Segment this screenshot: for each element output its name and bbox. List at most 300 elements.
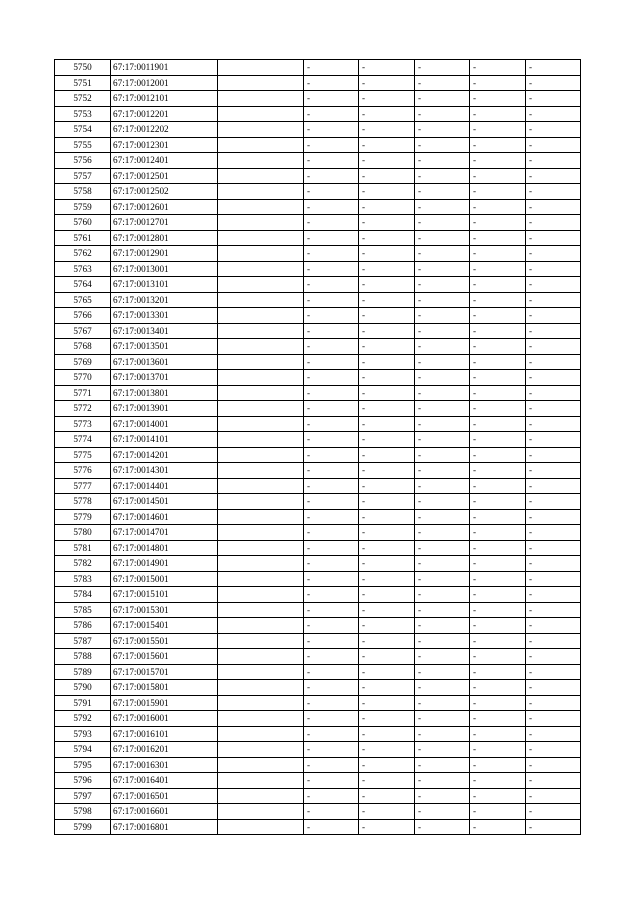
value-cell-1: -: [304, 664, 359, 680]
table-row: [55, 106, 581, 122]
row-number-cell: 5759: [55, 199, 111, 215]
value-cell-3: -: [415, 525, 470, 541]
value-cell-3: -: [415, 509, 470, 525]
table-row: [55, 680, 581, 696]
value-cell-1: -: [304, 773, 359, 789]
table-row: [55, 199, 581, 215]
row-number-cell: 5796: [55, 773, 111, 789]
value-cell-1: -: [304, 726, 359, 742]
value-cell-2: -: [359, 773, 415, 789]
value-cell-3: -: [415, 277, 470, 293]
row-number-cell: 5781: [55, 540, 111, 556]
value-cell-4: -: [470, 447, 526, 463]
table-row: [55, 509, 581, 525]
name-cell: [218, 711, 304, 727]
value-cell-3: -: [415, 757, 470, 773]
row-number-cell: 5760: [55, 215, 111, 231]
value-cell-1: -: [304, 478, 359, 494]
name-cell: [218, 385, 304, 401]
name-cell: [218, 261, 304, 277]
value-cell-5: -: [526, 649, 581, 665]
row-number-cell: 5780: [55, 525, 111, 541]
name-cell: [218, 416, 304, 432]
value-cell-3: -: [415, 478, 470, 494]
value-cell-1: -: [304, 540, 359, 556]
table-row: [55, 757, 581, 773]
cadastral-number-cell: 67:17:0013001: [111, 261, 218, 277]
value-cell-3: -: [415, 726, 470, 742]
value-cell-1: -: [304, 447, 359, 463]
value-cell-1: -: [304, 416, 359, 432]
row-number-cell: 5788: [55, 649, 111, 665]
row-number-cell: 5770: [55, 370, 111, 386]
name-cell: [218, 199, 304, 215]
data-table: [54, 59, 581, 835]
name-cell: [218, 804, 304, 820]
table-row: [55, 401, 581, 417]
row-number-cell: 5776: [55, 463, 111, 479]
value-cell-5: -: [526, 385, 581, 401]
name-cell: [218, 215, 304, 231]
cadastral-number-cell: 67:17:0012101: [111, 91, 218, 107]
value-cell-5: -: [526, 354, 581, 370]
value-cell-1: -: [304, 60, 359, 76]
value-cell-3: -: [415, 60, 470, 76]
table-row: [55, 618, 581, 634]
value-cell-2: -: [359, 370, 415, 386]
value-cell-3: -: [415, 602, 470, 618]
cadastral-number-cell: 67:17:0016301: [111, 757, 218, 773]
value-cell-5: -: [526, 447, 581, 463]
cadastral-number-cell: 67:17:0012501: [111, 168, 218, 184]
value-cell-1: -: [304, 277, 359, 293]
value-cell-1: -: [304, 804, 359, 820]
table-row: [55, 168, 581, 184]
value-cell-5: -: [526, 633, 581, 649]
value-cell-4: -: [470, 649, 526, 665]
cadastral-number-cell: 67:17:0014601: [111, 509, 218, 525]
cadastral-number-cell: 67:17:0013101: [111, 277, 218, 293]
value-cell-3: -: [415, 463, 470, 479]
name-cell: [218, 540, 304, 556]
value-cell-2: -: [359, 695, 415, 711]
value-cell-5: -: [526, 494, 581, 510]
name-cell: [218, 509, 304, 525]
value-cell-3: -: [415, 664, 470, 680]
value-cell-3: -: [415, 571, 470, 587]
value-cell-2: -: [359, 91, 415, 107]
cadastral-number-cell: 67:17:0011901: [111, 60, 218, 76]
name-cell: [218, 277, 304, 293]
cadastral-number-cell: 67:17:0016101: [111, 726, 218, 742]
name-cell: [218, 494, 304, 510]
value-cell-5: -: [526, 773, 581, 789]
value-cell-3: -: [415, 261, 470, 277]
value-cell-3: -: [415, 416, 470, 432]
value-cell-3: -: [415, 323, 470, 339]
name-cell: [218, 757, 304, 773]
value-cell-2: -: [359, 494, 415, 510]
name-cell: [218, 447, 304, 463]
cadastral-number-cell: 67:17:0014701: [111, 525, 218, 541]
row-number-cell: 5787: [55, 633, 111, 649]
value-cell-2: -: [359, 168, 415, 184]
name-cell: [218, 726, 304, 742]
value-cell-2: -: [359, 633, 415, 649]
value-cell-2: -: [359, 106, 415, 122]
value-cell-1: -: [304, 649, 359, 665]
value-cell-3: -: [415, 308, 470, 324]
table-row: [55, 742, 581, 758]
value-cell-5: -: [526, 602, 581, 618]
value-cell-4: -: [470, 726, 526, 742]
value-cell-5: -: [526, 664, 581, 680]
value-cell-5: -: [526, 556, 581, 572]
value-cell-2: -: [359, 742, 415, 758]
value-cell-2: -: [359, 432, 415, 448]
cadastral-number-cell: 67:17:0014301: [111, 463, 218, 479]
value-cell-2: -: [359, 277, 415, 293]
value-cell-5: -: [526, 246, 581, 262]
table-row: [55, 215, 581, 231]
value-cell-3: -: [415, 819, 470, 835]
value-cell-2: -: [359, 122, 415, 138]
row-number-cell: 5777: [55, 478, 111, 494]
cadastral-number-cell: 67:17:0012801: [111, 230, 218, 246]
value-cell-4: -: [470, 664, 526, 680]
value-cell-2: -: [359, 680, 415, 696]
value-cell-3: -: [415, 587, 470, 603]
value-cell-4: -: [470, 230, 526, 246]
cadastral-number-cell: 67:17:0012901: [111, 246, 218, 262]
value-cell-5: -: [526, 184, 581, 200]
table-row: [55, 602, 581, 618]
row-number-cell: 5767: [55, 323, 111, 339]
value-cell-2: -: [359, 137, 415, 153]
table-row: [55, 354, 581, 370]
value-cell-3: -: [415, 137, 470, 153]
value-cell-4: -: [470, 432, 526, 448]
value-cell-2: -: [359, 788, 415, 804]
value-cell-4: -: [470, 308, 526, 324]
row-number-cell: 5768: [55, 339, 111, 355]
value-cell-5: -: [526, 463, 581, 479]
value-cell-2: -: [359, 261, 415, 277]
value-cell-5: -: [526, 75, 581, 91]
value-cell-5: -: [526, 742, 581, 758]
table-row: [55, 323, 581, 339]
table-row: [55, 246, 581, 262]
value-cell-3: -: [415, 711, 470, 727]
value-cell-3: -: [415, 153, 470, 169]
value-cell-3: -: [415, 292, 470, 308]
value-cell-2: -: [359, 246, 415, 262]
name-cell: [218, 587, 304, 603]
cadastral-number-cell: 67:17:0016501: [111, 788, 218, 804]
value-cell-5: -: [526, 106, 581, 122]
value-cell-1: -: [304, 75, 359, 91]
row-number-cell: 5751: [55, 75, 111, 91]
row-number-cell: 5756: [55, 153, 111, 169]
value-cell-4: -: [470, 633, 526, 649]
name-cell: [218, 106, 304, 122]
cadastral-number-cell: 67:17:0012202: [111, 122, 218, 138]
cadastral-number-cell: 67:17:0016801: [111, 819, 218, 835]
value-cell-1: -: [304, 680, 359, 696]
row-number-cell: 5773: [55, 416, 111, 432]
table-row: [55, 339, 581, 355]
value-cell-2: -: [359, 447, 415, 463]
value-cell-4: -: [470, 587, 526, 603]
name-cell: [218, 695, 304, 711]
value-cell-4: -: [470, 168, 526, 184]
value-cell-4: -: [470, 354, 526, 370]
table-row: [55, 416, 581, 432]
name-cell: [218, 323, 304, 339]
value-cell-1: -: [304, 168, 359, 184]
table-row: [55, 292, 581, 308]
value-cell-2: -: [359, 649, 415, 665]
value-cell-5: -: [526, 571, 581, 587]
cadastral-number-cell: 67:17:0015501: [111, 633, 218, 649]
value-cell-3: -: [415, 618, 470, 634]
value-cell-4: -: [470, 246, 526, 262]
value-cell-5: -: [526, 819, 581, 835]
value-cell-5: -: [526, 416, 581, 432]
value-cell-3: -: [415, 742, 470, 758]
row-number-cell: 5798: [55, 804, 111, 820]
value-cell-3: -: [415, 401, 470, 417]
row-number-cell: 5789: [55, 664, 111, 680]
value-cell-5: -: [526, 695, 581, 711]
cadastral-number-cell: 67:17:0012001: [111, 75, 218, 91]
value-cell-1: -: [304, 261, 359, 277]
value-cell-4: -: [470, 261, 526, 277]
value-cell-4: -: [470, 339, 526, 355]
value-cell-1: -: [304, 695, 359, 711]
table-row: [55, 804, 581, 820]
name-cell: [218, 354, 304, 370]
cadastral-number-cell: 67:17:0014501: [111, 494, 218, 510]
value-cell-4: -: [470, 711, 526, 727]
name-cell: [218, 246, 304, 262]
value-cell-4: -: [470, 695, 526, 711]
value-cell-5: -: [526, 401, 581, 417]
row-number-cell: 5790: [55, 680, 111, 696]
row-number-cell: 5778: [55, 494, 111, 510]
name-cell: [218, 478, 304, 494]
table-row: [55, 556, 581, 572]
value-cell-3: -: [415, 215, 470, 231]
value-cell-2: -: [359, 819, 415, 835]
name-cell: [218, 680, 304, 696]
row-number-cell: 5782: [55, 556, 111, 572]
value-cell-5: -: [526, 60, 581, 76]
name-cell: [218, 401, 304, 417]
value-cell-5: -: [526, 292, 581, 308]
name-cell: [218, 664, 304, 680]
cadastral-number-cell: 67:17:0014001: [111, 416, 218, 432]
value-cell-2: -: [359, 463, 415, 479]
cadastral-number-cell: 67:17:0013801: [111, 385, 218, 401]
value-cell-4: -: [470, 75, 526, 91]
value-cell-2: -: [359, 401, 415, 417]
value-cell-4: -: [470, 757, 526, 773]
table-row: [55, 649, 581, 665]
value-cell-4: -: [470, 525, 526, 541]
cadastral-number-cell: 67:17:0015401: [111, 618, 218, 634]
name-cell: [218, 788, 304, 804]
value-cell-3: -: [415, 168, 470, 184]
value-cell-4: -: [470, 680, 526, 696]
row-number-cell: 5765: [55, 292, 111, 308]
cadastral-number-cell: 67:17:0013601: [111, 354, 218, 370]
row-number-cell: 5797: [55, 788, 111, 804]
value-cell-2: -: [359, 153, 415, 169]
cadastral-number-cell: 67:17:0012401: [111, 153, 218, 169]
value-cell-3: -: [415, 184, 470, 200]
row-number-cell: 5783: [55, 571, 111, 587]
name-cell: [218, 525, 304, 541]
value-cell-4: -: [470, 416, 526, 432]
name-cell: [218, 122, 304, 138]
value-cell-2: -: [359, 385, 415, 401]
cadastral-number-cell: 67:17:0016201: [111, 742, 218, 758]
value-cell-1: -: [304, 494, 359, 510]
name-cell: [218, 168, 304, 184]
table-row: [55, 494, 581, 510]
value-cell-5: -: [526, 757, 581, 773]
table-row: [55, 633, 581, 649]
value-cell-2: -: [359, 60, 415, 76]
value-cell-2: -: [359, 416, 415, 432]
value-cell-1: -: [304, 153, 359, 169]
value-cell-1: -: [304, 602, 359, 618]
value-cell-1: -: [304, 230, 359, 246]
cadastral-number-cell: 67:17:0013201: [111, 292, 218, 308]
table-row: [55, 463, 581, 479]
name-cell: [218, 339, 304, 355]
value-cell-5: -: [526, 91, 581, 107]
row-number-cell: 5754: [55, 122, 111, 138]
value-cell-5: -: [526, 153, 581, 169]
value-cell-1: -: [304, 556, 359, 572]
value-cell-2: -: [359, 75, 415, 91]
table-row: [55, 370, 581, 386]
cadastral-number-cell: 67:17:0013501: [111, 339, 218, 355]
value-cell-1: -: [304, 354, 359, 370]
value-cell-3: -: [415, 788, 470, 804]
name-cell: [218, 432, 304, 448]
value-cell-3: -: [415, 339, 470, 355]
value-cell-2: -: [359, 571, 415, 587]
cadastral-number-cell: 67:17:0016601: [111, 804, 218, 820]
table-row: [55, 571, 581, 587]
value-cell-1: -: [304, 401, 359, 417]
table-row: [55, 385, 581, 401]
row-number-cell: 5750: [55, 60, 111, 76]
value-cell-3: -: [415, 354, 470, 370]
row-number-cell: 5752: [55, 91, 111, 107]
value-cell-1: -: [304, 788, 359, 804]
value-cell-3: -: [415, 370, 470, 386]
row-number-cell: 5755: [55, 137, 111, 153]
table-row: [55, 478, 581, 494]
table-row: [55, 137, 581, 153]
value-cell-5: -: [526, 711, 581, 727]
row-number-cell: 5795: [55, 757, 111, 773]
value-cell-5: -: [526, 509, 581, 525]
value-cell-2: -: [359, 618, 415, 634]
cadastral-number-cell: 67:17:0012301: [111, 137, 218, 153]
value-cell-2: -: [359, 354, 415, 370]
table-row: [55, 230, 581, 246]
value-cell-3: -: [415, 494, 470, 510]
row-number-cell: 5791: [55, 695, 111, 711]
table-row: [55, 540, 581, 556]
row-number-cell: 5794: [55, 742, 111, 758]
name-cell: [218, 463, 304, 479]
value-cell-5: -: [526, 804, 581, 820]
value-cell-2: -: [359, 726, 415, 742]
value-cell-4: -: [470, 91, 526, 107]
value-cell-5: -: [526, 478, 581, 494]
value-cell-1: -: [304, 571, 359, 587]
name-cell: [218, 230, 304, 246]
value-cell-1: -: [304, 292, 359, 308]
table-row: [55, 153, 581, 169]
table-body: [55, 60, 581, 835]
row-number-cell: 5769: [55, 354, 111, 370]
value-cell-5: -: [526, 308, 581, 324]
value-cell-2: -: [359, 587, 415, 603]
row-number-cell: 5758: [55, 184, 111, 200]
value-cell-5: -: [526, 587, 581, 603]
value-cell-4: -: [470, 571, 526, 587]
row-number-cell: 5779: [55, 509, 111, 525]
cadastral-number-cell: 67:17:0015901: [111, 695, 218, 711]
name-cell: [218, 91, 304, 107]
value-cell-2: -: [359, 664, 415, 680]
value-cell-4: -: [470, 277, 526, 293]
value-cell-3: -: [415, 680, 470, 696]
value-cell-4: -: [470, 370, 526, 386]
value-cell-1: -: [304, 819, 359, 835]
table-row: [55, 91, 581, 107]
table-row: [55, 664, 581, 680]
row-number-cell: 5772: [55, 401, 111, 417]
row-number-cell: 5785: [55, 602, 111, 618]
value-cell-2: -: [359, 757, 415, 773]
value-cell-4: -: [470, 509, 526, 525]
value-cell-4: -: [470, 323, 526, 339]
value-cell-5: -: [526, 540, 581, 556]
value-cell-1: -: [304, 757, 359, 773]
value-cell-2: -: [359, 804, 415, 820]
value-cell-4: -: [470, 292, 526, 308]
value-cell-3: -: [415, 91, 470, 107]
value-cell-1: -: [304, 633, 359, 649]
value-cell-4: -: [470, 215, 526, 231]
value-cell-2: -: [359, 308, 415, 324]
table-row: [55, 261, 581, 277]
name-cell: [218, 602, 304, 618]
name-cell: [218, 649, 304, 665]
value-cell-4: -: [470, 401, 526, 417]
value-cell-5: -: [526, 168, 581, 184]
value-cell-5: -: [526, 122, 581, 138]
name-cell: [218, 556, 304, 572]
